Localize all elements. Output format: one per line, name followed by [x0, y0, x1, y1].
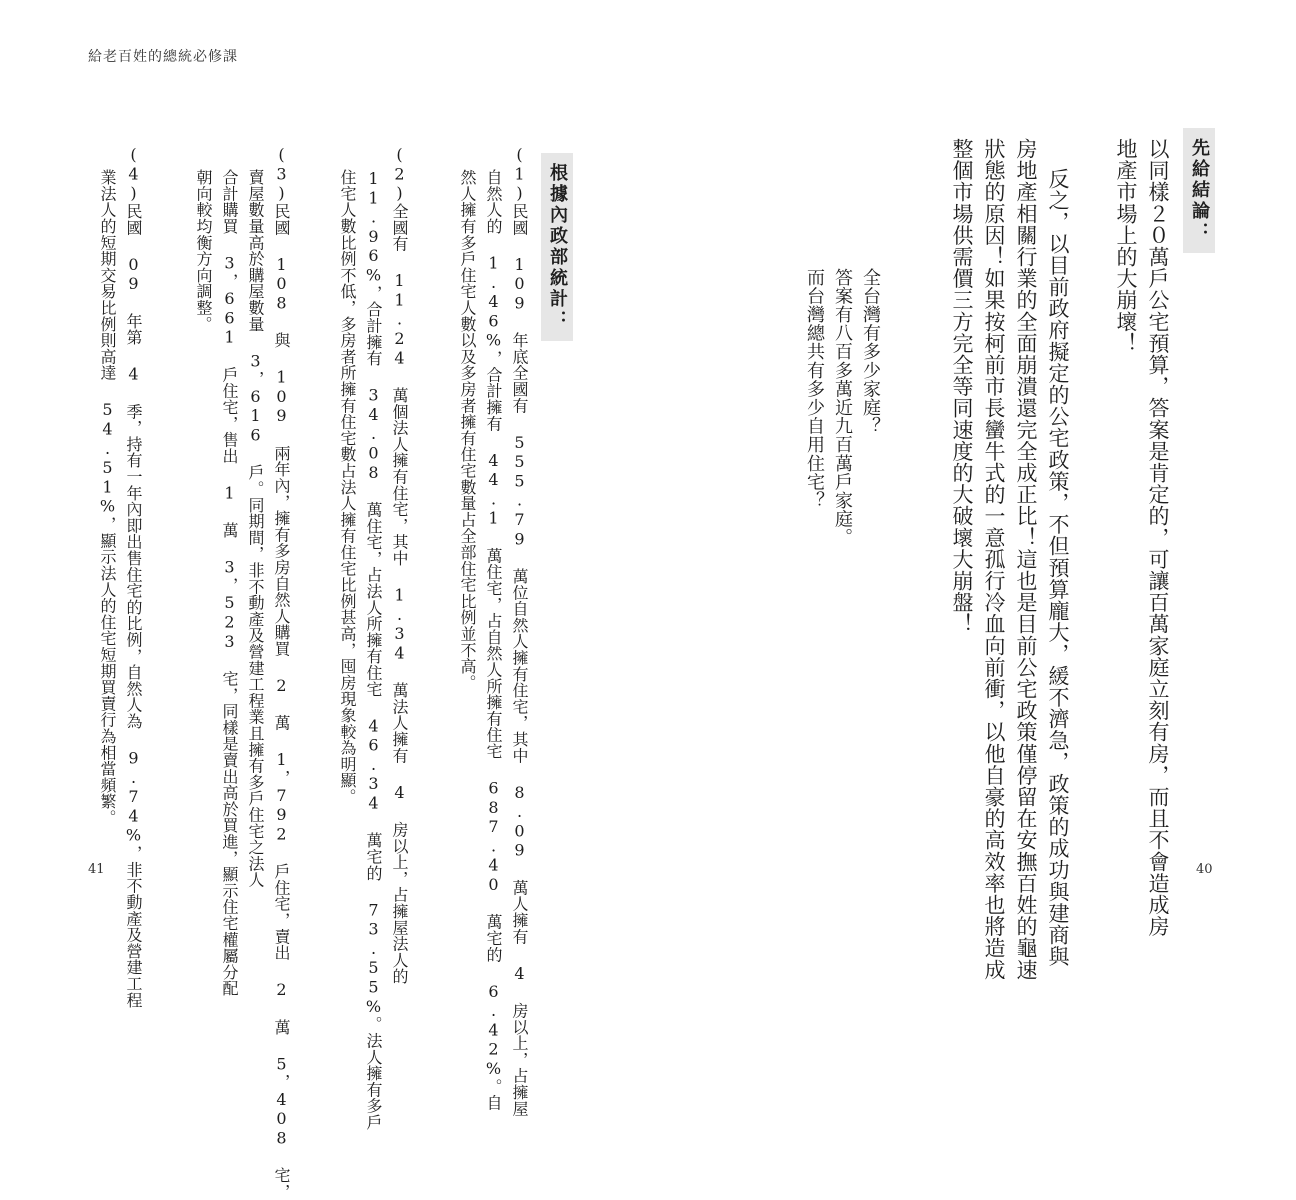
stat-item-2: [330, 145, 412, 1130]
stat-line: 合計購買 3，661 戶住宅，售出 1 萬 3，523 宅，同樣是賣出高於買進，顯示住宅權屬分配: [220, 169, 239, 997]
text-line: 整個市場供需價三方完全等同速度的大破壞大崩盤！: [950, 138, 974, 635]
stat-item-3: [184, 145, 294, 1200]
stat-line: (2)全國有 11.24 萬個法人擁有住宅，其中 1.34 萬法人擁有 4 房以上，占擁屋法人的: [390, 145, 409, 985]
paragraph-policy: [944, 138, 1074, 980]
text-line: 狀態的原因！如果按柯前市長蠻牛式的一意孤行冷血向前衝，以他自豪的高效率也將造成: [982, 138, 1006, 981]
stat-line: 朝向較均衡方向調整。: [194, 169, 213, 332]
stat-line: 住宅人數比例不低，多房者所擁有住宅數占法人擁有住宅比例甚高，囤房現象較為明顯。: [338, 169, 357, 805]
stat-item-4: [90, 145, 146, 1008]
stat-line: 業法人的短期交易比例則高達 54.51%，顯示法人的住宅短期買賣行為相當頻繁。: [98, 169, 117, 826]
paragraph-conclusion: [1094, 138, 1174, 937]
running-title: 給老百姓的總統必修課: [88, 49, 238, 65]
stat-item-1: [450, 145, 532, 1117]
page-number-right: 40: [1196, 862, 1213, 877]
conclusion-tag: 先給結論：: [1183, 128, 1215, 253]
page-number-left: 41: [88, 862, 105, 877]
question-line: 全台灣有多少家庭？: [860, 268, 881, 436]
stat-line: 然人擁有多戶住宅人數以及多房者擁有住宅數量占全部住宅比例並不高。: [458, 169, 477, 691]
stat-line: (1)民國 109 年底全國有 555.79 萬位自然人擁有住宅，其中 8.09 萬人擁有 4 房以上，占擁屋: [510, 145, 529, 1117]
stat-line: 11.96%，合計擁有 34.08 萬住宅，占法人所擁有住宅 46.34 萬宅的 73.55%。法人擁有多戶: [364, 169, 383, 1131]
stats-tag: 根據內政部統計：: [541, 153, 573, 341]
stat-line: (4)民國 09 年第 4 季，持有一年內即出售住宅的比例，自然人為 9.74%，非不動產及營建工程: [124, 145, 143, 1009]
text-line: 以同樣２０萬戶公宅預算，答案是肯定的，可讓百萬家庭立刻有房，而且不會造成房: [1146, 138, 1170, 938]
stat-line: (3)民國 108 與 109 兩年內，擁有多房自然人購買 2 萬 1，792 戶住宅，賣出 2 萬 5，408 宅，: [272, 145, 291, 1200]
question-line: 答案有八百多萬近九百萬戶家庭。: [832, 268, 853, 547]
text-line: 地產市場上的大崩壞！: [1114, 138, 1138, 354]
stat-line: 賣屋數量高於購屋數量 3，616 戶。同期間，非不動產及營建工程業且擁有多戶住宅之法人: [246, 169, 265, 888]
question-block: [784, 268, 884, 547]
question-line: 而台灣總共有多少自用住宅？: [804, 268, 825, 510]
text-line: 反之，以目前政府擬定的公宅政策，不但預算龐大，緩不濟急，政策的成功與建商與: [1046, 168, 1070, 968]
text-line: 房地產相關行業的全面崩潰還完全成正比！這也是目前公宅政策僅停留在安撫百姓的龜速: [1014, 138, 1038, 981]
stat-line: 自然人的 1.46%，合計擁有 44.1 萬住宅，占自然人所擁有住宅 687.40 萬宅的 6.42%。自: [484, 169, 503, 1111]
